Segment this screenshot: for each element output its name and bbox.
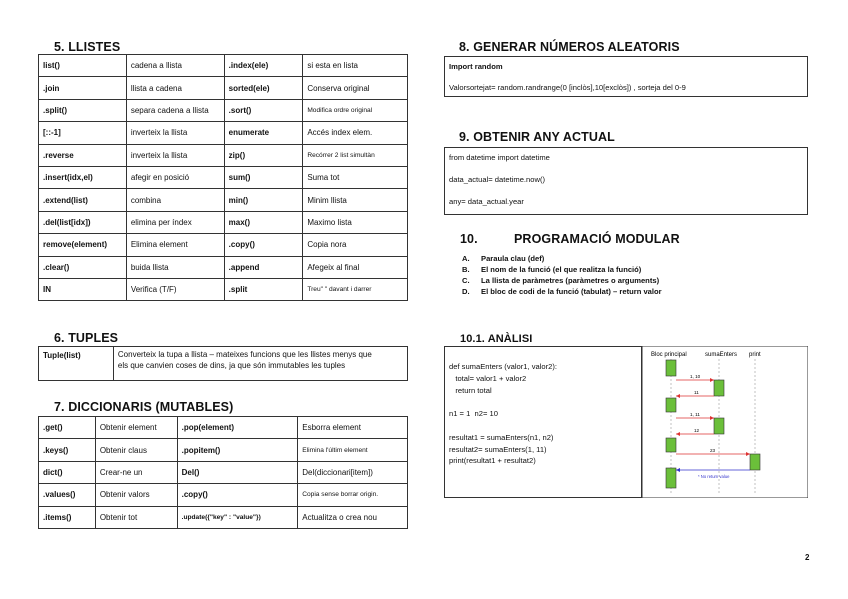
- code-line: return total: [449, 385, 492, 395]
- tuples-key: Tuple(list): [39, 347, 114, 381]
- code-line: resultat2= sumaEnters(1, 11): [449, 444, 547, 454]
- llistes-description-cell: Afegeix al final: [303, 256, 408, 278]
- llistes-title: 5. LLISTES: [54, 40, 121, 54]
- activation-suma-2: [714, 418, 724, 434]
- llistes-description-cell: buida llista: [126, 256, 224, 278]
- llistes-description-cell: Modifica ordre original: [303, 99, 408, 121]
- llistes-description-cell: Treu" " davant i darrer: [303, 278, 408, 300]
- diccionaris-table: [38, 416, 408, 529]
- diagram-col-3: print: [749, 352, 761, 358]
- llistes-description-cell: inverteix la llista: [126, 144, 224, 166]
- diagram-col-1: Bloc principal: [651, 352, 687, 358]
- code-line: resultat1 = sumaEnters(n1, n2): [449, 432, 554, 442]
- diccionaris-description-cell: Esborra element: [298, 417, 408, 439]
- tuples-line-1: Converteix la tupa a llista – mateixes funcions que les llistes menys que: [117, 350, 372, 359]
- code-line: n1 = 1 n2= 10: [449, 409, 498, 419]
- llistes-description-cell: cadena a llista: [126, 55, 224, 77]
- modular-item-b: B. El nom de la funció (el que realitza la funció): [462, 265, 642, 274]
- llistes-description-cell: Verifica (T/F): [126, 278, 224, 300]
- llistes-method-cell: list(): [39, 55, 127, 77]
- llistes-method-cell: .del(list[idx]): [39, 211, 127, 233]
- activation-print: [750, 454, 760, 470]
- llistes-description-cell: separa cadena a llista: [126, 99, 224, 121]
- llistes-description-cell: Copia nora: [303, 234, 408, 256]
- analisi-title: 10.1. ANÀLISI: [460, 333, 533, 345]
- llistes-row: [39, 211, 408, 233]
- llistes-description-cell: inverteix la llista: [126, 122, 224, 144]
- activation-main-2: [666, 398, 676, 412]
- tuples-description: [113, 347, 407, 381]
- llistes-method-cell: .sort(): [224, 99, 303, 121]
- llistes-method-cell: IN: [39, 278, 127, 300]
- arrow-note: * No return value: [698, 474, 730, 479]
- llistes-description-cell: Elimina element: [126, 234, 224, 256]
- llistes-description-cell: Recórrer 2 list simultàn: [303, 144, 408, 166]
- diccionaris-description-cell: Actualitza o crea nou: [298, 506, 408, 528]
- diccionaris-method-cell: .pop(element): [177, 417, 298, 439]
- activation-main-1: [666, 360, 676, 376]
- diccionaris-method-cell: .items(): [39, 506, 96, 528]
- llistes-row: [39, 77, 408, 99]
- diccionaris-method-cell: .update({"key" : "value"}): [177, 506, 298, 528]
- llistes-description-cell: elimina per índex: [126, 211, 224, 233]
- diccionaris-method-cell: .popitem(): [177, 439, 298, 461]
- llistes-method-cell: sorted(ele): [224, 77, 303, 99]
- diccionaris-description-cell: Obtenir claus: [95, 439, 177, 461]
- llistes-description-cell: Accés index elem.: [303, 122, 408, 144]
- diccionaris-description-cell: Obtenir valors: [95, 484, 177, 506]
- any-line-2: data_actual= datetime.now(): [449, 175, 546, 184]
- activation-main-4: [666, 468, 676, 488]
- tuples-line-2: els que canvien coses de dins, ja que són immutables les tuples: [117, 361, 346, 370]
- activation-main-3: [666, 438, 676, 452]
- any-line-3: any= data_actual.year: [449, 197, 524, 206]
- llistes-description-cell: llista a cadena: [126, 77, 224, 99]
- code-box: [444, 346, 642, 498]
- llistes-method-cell: .split(): [39, 99, 127, 121]
- llistes-method-cell: .copy(): [224, 234, 303, 256]
- any-box: [444, 147, 808, 215]
- diccionaris-method-cell: dict(): [39, 461, 96, 483]
- llistes-method-cell: .join: [39, 77, 127, 99]
- arrow-label-2: 11: [694, 390, 699, 395]
- llistes-method-cell: min(): [224, 189, 303, 211]
- code-line: [449, 396, 557, 408]
- modular-title: PROGRAMACIÓ MODULAR: [514, 232, 680, 246]
- any-line-1: from datetime import datetime: [449, 153, 550, 162]
- llistes-method-cell: remove(element): [39, 234, 127, 256]
- diccionaris-row: [39, 484, 408, 506]
- diccionaris-description-cell: Del(diccionari[item]): [298, 461, 408, 483]
- code-line: total= valor1 + valor2: [449, 373, 527, 383]
- any-title: 9. OBTENIR ANY ACTUAL: [459, 130, 615, 144]
- diccionaris-description-cell: Crear-ne un: [95, 461, 177, 483]
- arrow-label-5: 23: [710, 448, 716, 453]
- aleatoris-box: [444, 56, 808, 97]
- diccionaris-description-cell: Obtenir tot: [95, 506, 177, 528]
- llistes-description-cell: combina: [126, 189, 224, 211]
- llistes-row: [39, 99, 408, 121]
- aleatoris-line-1: Import random: [449, 62, 503, 71]
- llistes-method-cell: .reverse: [39, 144, 127, 166]
- diccionaris-title: 7. DICCIONARIS (MUTABLES): [54, 400, 234, 414]
- activation-suma-1: [714, 380, 724, 396]
- diccionaris-description-cell: Elimina l'últim element: [298, 439, 408, 461]
- diccionaris-row: [39, 439, 408, 461]
- llistes-row: [39, 256, 408, 278]
- llistes-method-cell: sum(): [224, 166, 303, 188]
- llistes-method-cell: [::-1]: [39, 122, 127, 144]
- llistes-description-cell: Conserva original: [303, 77, 408, 99]
- llistes-method-cell: .insert(idx,el): [39, 166, 127, 188]
- modular-item-c: C. La llista de paràmetres (paràmetres o arguments): [462, 276, 660, 285]
- llistes-method-cell: .clear(): [39, 256, 127, 278]
- llistes-description-cell: si esta en lista: [303, 55, 408, 77]
- code-line: print(resultat1 + resultat2): [449, 456, 536, 466]
- diccionaris-row: [39, 417, 408, 439]
- llistes-method-cell: max(): [224, 211, 303, 233]
- diccionaris-description-cell: Obtenir element: [95, 417, 177, 439]
- arrow-label-1: 1, 10: [690, 374, 701, 379]
- llistes-method-cell: .split: [224, 278, 303, 300]
- call-diagram: [642, 346, 808, 498]
- llistes-method-cell: zip(): [224, 144, 303, 166]
- llistes-description-cell: Minim llista: [303, 189, 408, 211]
- llistes-description-cell: Suma tot: [303, 166, 408, 188]
- llistes-row: [39, 278, 408, 300]
- llistes-method-cell: .index(ele): [224, 55, 303, 77]
- llistes-table: [38, 54, 408, 301]
- llistes-row: [39, 166, 408, 188]
- code-line: [449, 420, 557, 432]
- diccionaris-method-cell: .copy(): [177, 484, 298, 506]
- modular-number: 10.: [460, 232, 478, 246]
- modular-item-d: D. El bloc de codi de la funció (tabulat) – return valor: [462, 287, 662, 296]
- llistes-method-cell: .extend(list): [39, 189, 127, 211]
- arrow-label-4: 12: [694, 428, 700, 433]
- diccionaris-method-cell: Del(): [177, 461, 298, 483]
- tuples-table: [38, 346, 408, 381]
- code-line: def sumaEnters (valor1, valor2):: [449, 362, 558, 371]
- diccionaris-row: [39, 461, 408, 483]
- aleatoris-title: 8. GENERAR NÚMEROS ALEATORIS: [459, 40, 680, 54]
- diccionaris-method-cell: .values(): [39, 484, 96, 506]
- tuples-title: 6. TUPLES: [54, 331, 119, 345]
- llistes-row: [39, 189, 408, 211]
- page-number: 2: [805, 553, 810, 562]
- llistes-row: [39, 55, 408, 77]
- llistes-description-cell: afegir en posició: [126, 166, 224, 188]
- diccionaris-row: [39, 506, 408, 528]
- llistes-row: [39, 234, 408, 256]
- llistes-row: [39, 144, 408, 166]
- diccionaris-method-cell: .get(): [39, 417, 96, 439]
- llistes-method-cell: .append: [224, 256, 303, 278]
- diagram-col-2: sumaEnters: [705, 352, 738, 358]
- llistes-method-cell: enumerate: [224, 122, 303, 144]
- llistes-description-cell: Maximo lista: [303, 211, 408, 233]
- aleatoris-line-2: Valorsortejat= random.randrange(0 [inclòs],10[exclòs]) , sorteja del 0-9: [449, 83, 686, 92]
- modular-list: [462, 253, 662, 297]
- diccionaris-description-cell: Copia sense borrar origin.: [298, 484, 408, 506]
- code-block: [449, 361, 557, 467]
- modular-item-a: A. Paraula clau (def): [462, 254, 545, 263]
- diccionaris-method-cell: .keys(): [39, 439, 96, 461]
- llistes-row: [39, 122, 408, 144]
- arrow-label-3: 1, 11: [690, 412, 700, 417]
